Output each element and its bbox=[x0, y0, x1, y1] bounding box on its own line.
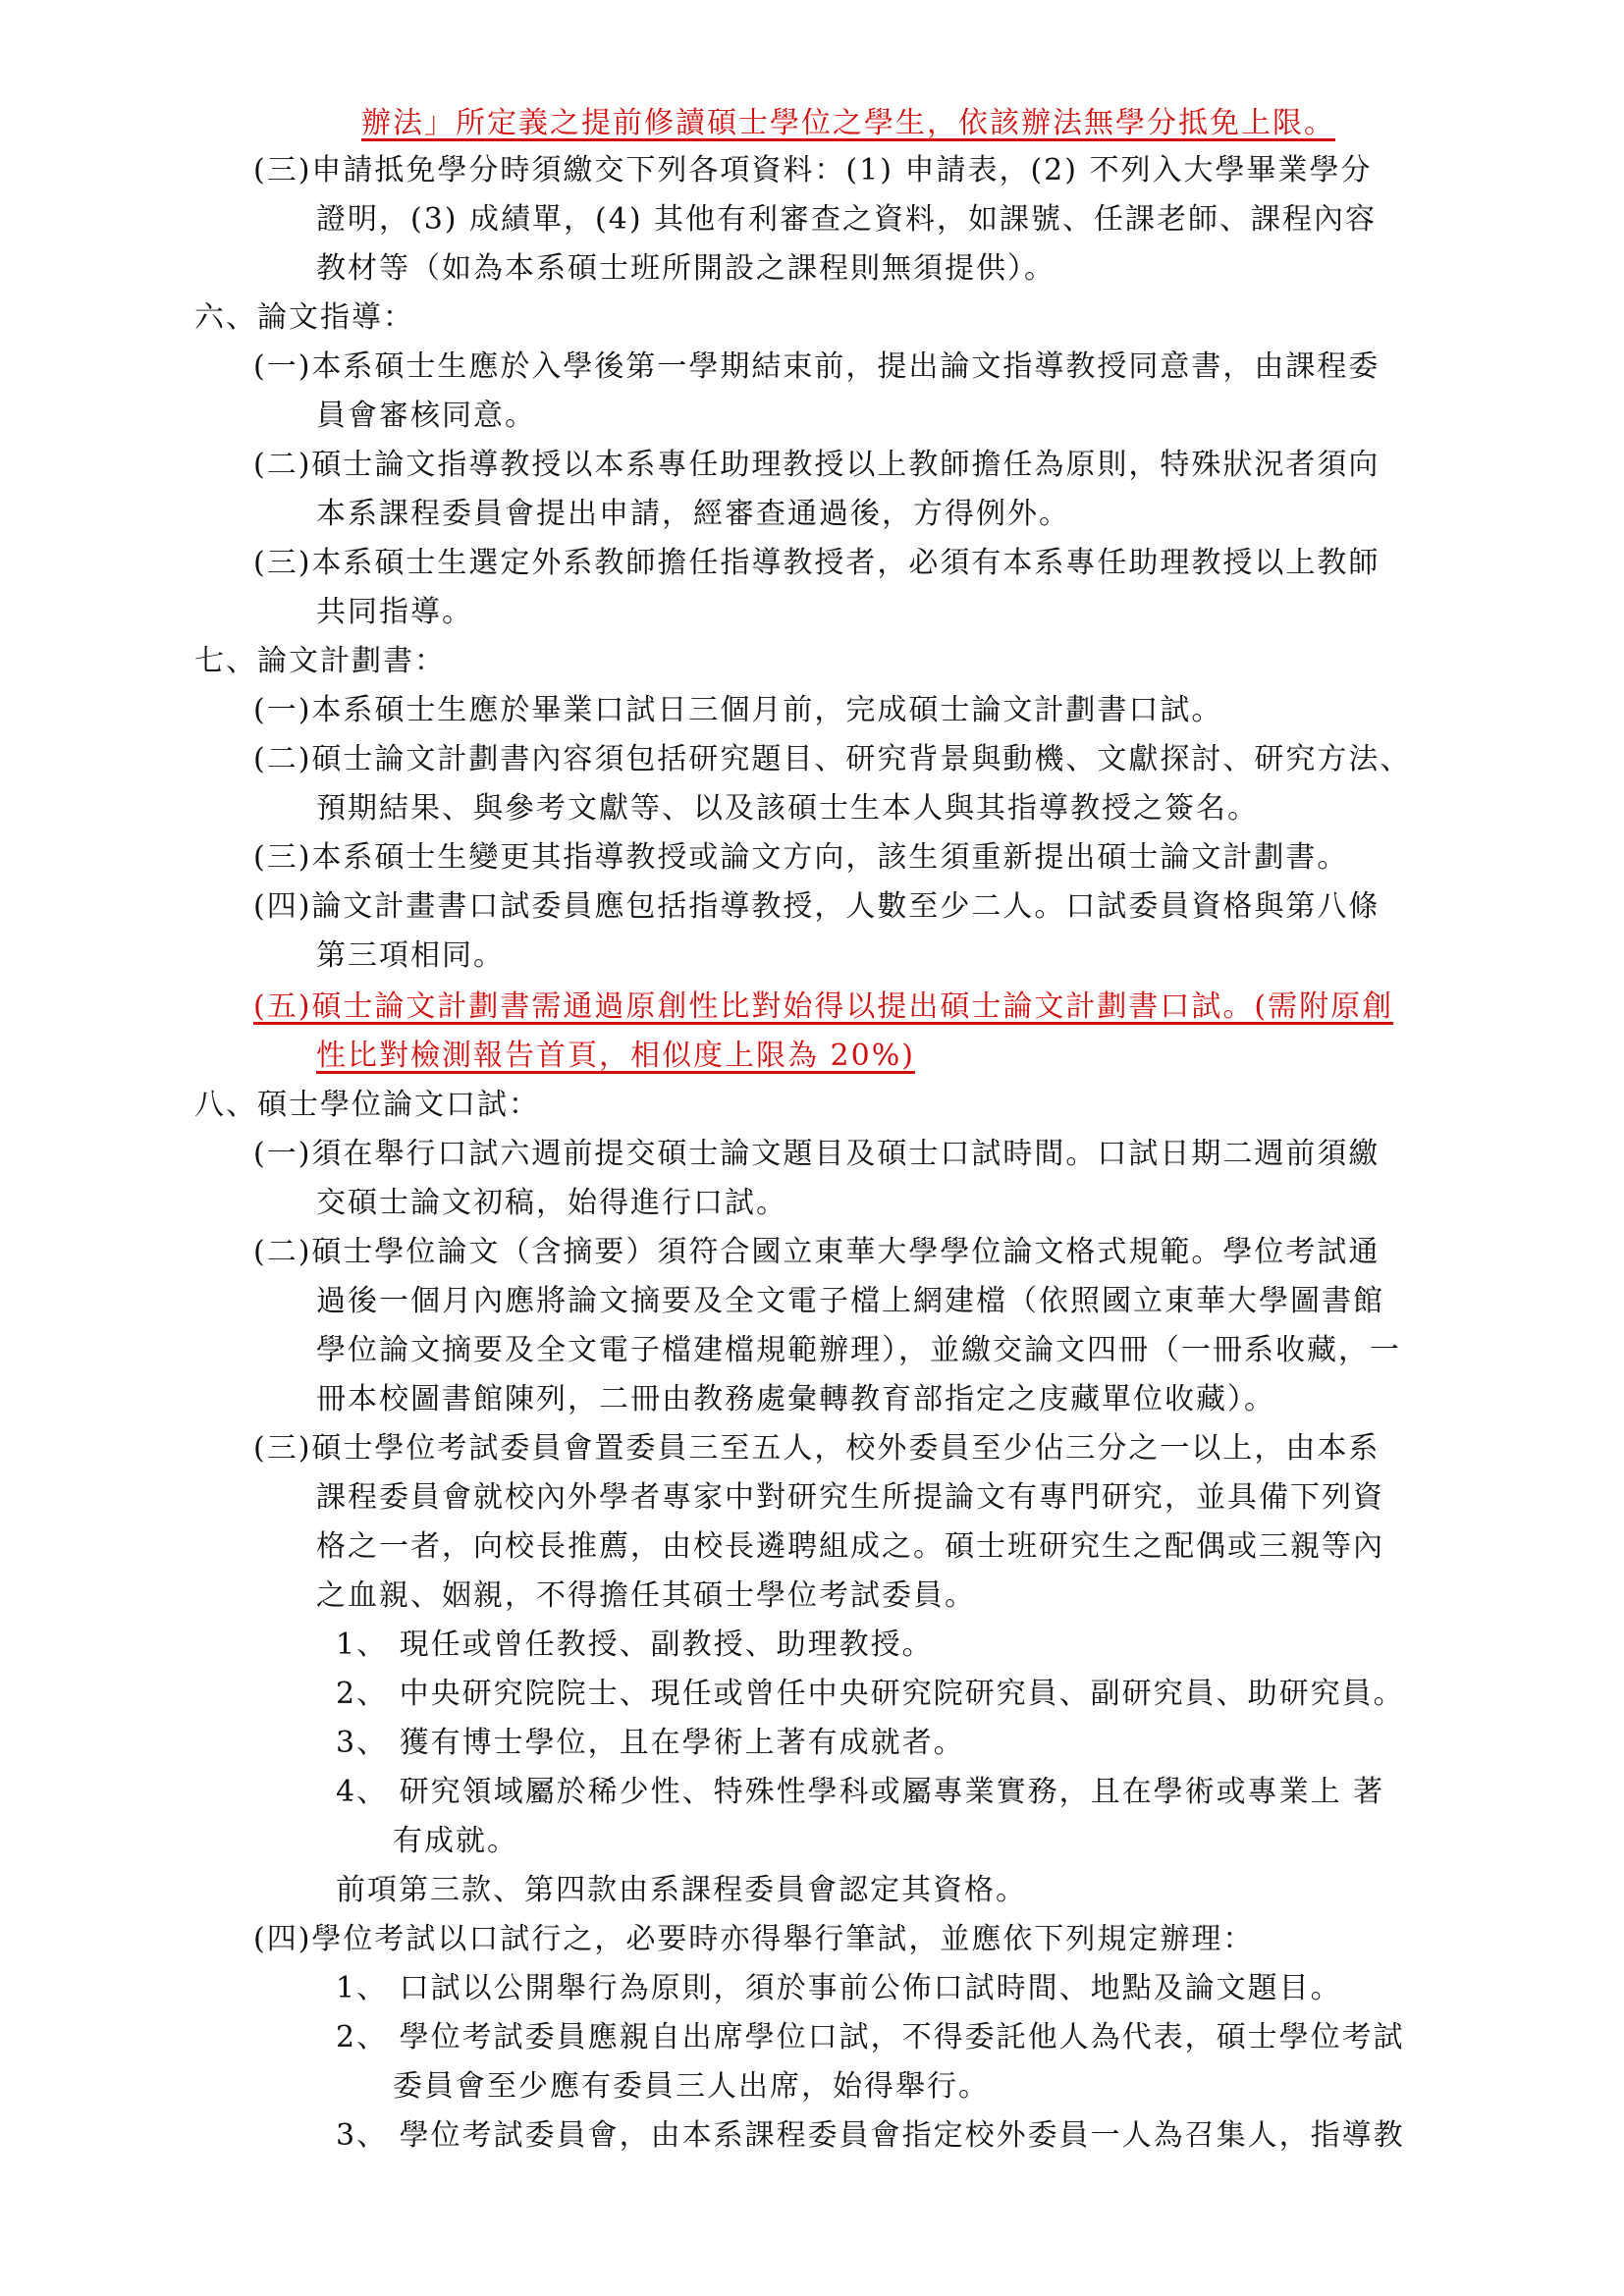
list-item: 2、 中央研究院院士、現任或曾任中央研究院研究員、副研究員、助研究員。 bbox=[336, 1677, 1405, 1711]
text-line: 員會審核同意。 bbox=[316, 399, 536, 433]
text-line: 交碩士論文初稿，始得進行口試。 bbox=[316, 1186, 787, 1220]
list-item: 1、 口試以公開舉行為原則，須於事前公佈口試時間、地點及論文題目。 bbox=[336, 1971, 1342, 2005]
text-line: 本系課程委員會提出申請，經審查通過後，方得例外。 bbox=[316, 497, 1070, 531]
list-item: 3、 學位考試委員會，由本系課程委員會指定校外委員一人為召集人，指導教 bbox=[336, 2118, 1405, 2153]
highlighted-text-line: 性比對檢測報告首頁，相似度上限為 20%) bbox=[316, 1039, 915, 1073]
text-line: (一)本系碩士生應於入學後第一學期結束前，提出論文指導教授同意書，由課程委 bbox=[253, 349, 1380, 384]
text-line: 前項第三款、第四款由系課程委員會認定其資格。 bbox=[336, 1873, 1027, 1907]
list-item: 3、 獲有博士學位，且在學術上著有成就者。 bbox=[336, 1726, 965, 1760]
list-item-continuation: 委員會至少應有委員三人出席，始得舉行。 bbox=[393, 2069, 990, 2104]
text-line: (一)須在舉行口試六週前提交碩士論文題目及碩士口試時間。口試日期二週前須繳 bbox=[253, 1137, 1380, 1171]
list-item-continuation: 有成就。 bbox=[393, 1824, 518, 1858]
text-line: 辦法」所定義之提前修讀碩士學位之學生，依該辦法無學分抵免上限。 bbox=[361, 106, 1335, 140]
highlighted-text-line: (五)碩士論文計劃書需通過原創性比對始得以提出碩士論文計劃書口試。(需附原創 bbox=[253, 989, 1394, 1024]
section-heading: 七、論文計劃書： bbox=[194, 644, 446, 678]
list-item: 1、 現任或曾任教授、副教授、助理教授。 bbox=[336, 1628, 934, 1662]
text-line: 過後一個月內應將論文摘要及全文電子檔上網建檔（依照國立東華大學圖書館 bbox=[316, 1284, 1384, 1318]
section-heading: 六、論文指導： bbox=[194, 300, 414, 335]
list-item: 4、 研究領域屬於稀少性、特殊性學科或屬專業實務，且在學術或專業上 著 bbox=[336, 1775, 1385, 1809]
text-line: (三)碩士學位考試委員會置委員三至五人，校外委員至少佔三分之一以上，由本系 bbox=[253, 1431, 1380, 1466]
text-line: (三)本系碩士生變更其指導教授或論文方向，該生須重新提出碩士論文計劃書。 bbox=[253, 840, 1349, 875]
text-line: (四)論文計畫書口試委員應包括指導教授，人數至少二人。口試委員資格與第八條 bbox=[253, 889, 1380, 924]
text-line: (一)本系碩士生應於畢業口試日三個月前，完成碩士論文計劃書口試。 bbox=[253, 693, 1223, 727]
text-line: (三)申請抵免學分時須繳交下列各項資料：(1) 申請表，(2) 不列入大學畢業學分 bbox=[253, 153, 1373, 187]
text-line: (三)本系碩士生選定外系教師擔任指導教授者，必須有本系專任助理教授以上教師 bbox=[253, 546, 1380, 580]
text-line: 共同指導。 bbox=[316, 595, 473, 629]
text-line: (二)碩士論文計劃書內容須包括研究題目、研究背景與動機、文獻探討、研究方法、 bbox=[253, 742, 1412, 776]
text-line: 學位論文摘要及全文電子檔建檔規範辦理），並繳交論文四冊（一冊系收藏，一 bbox=[316, 1333, 1401, 1367]
text-line: (二)碩士學位論文（含摘要）須符合國立東華大學學位論文格式規範。學位考試通 bbox=[253, 1235, 1380, 1269]
text-line: 格之一者，向校長推薦，由校長遴聘組成之。碩士班研究生之配偶或三親等內 bbox=[316, 1529, 1384, 1564]
text-line: 證明，(3) 成績單，(4) 其他有利審查之資料，如課號、任課老師、課程內容 bbox=[316, 202, 1378, 237]
text-line: 之血親、姻親，不得擔任其碩士學位考試委員。 bbox=[316, 1578, 976, 1613]
text-line: (二)碩士論文指導教授以本系專任助理教授以上教師擔任為原則，特殊狀況者須向 bbox=[253, 448, 1380, 482]
section-heading: 八、碩士學位論文口試： bbox=[194, 1088, 540, 1122]
list-item: 2、 學位考試委員應親自出席學位口試，不得委託他人為代表，碩士學位考試 bbox=[336, 2020, 1405, 2055]
text-line: (四)學位考試以口試行之，必要時亦得舉行筆試，並應依下列規定辦理： bbox=[253, 1922, 1255, 1956]
text-line: 課程委員會就校內外學者專家中對研究生所提論文有專門研究，並具備下列資 bbox=[316, 1480, 1384, 1515]
text-line: 教材等（如為本系碩士班所開設之課程則無須提供）。 bbox=[316, 251, 1056, 286]
text-line: 冊本校圖書館陳列，二冊由教務處彙轉教育部指定之庋藏單位收藏）。 bbox=[316, 1382, 1275, 1416]
text-line: 預期結果、與參考文獻等、以及該碩士生本人與其指導教授之簽名。 bbox=[316, 791, 1259, 826]
text-line: 第三項相同。 bbox=[316, 938, 505, 973]
